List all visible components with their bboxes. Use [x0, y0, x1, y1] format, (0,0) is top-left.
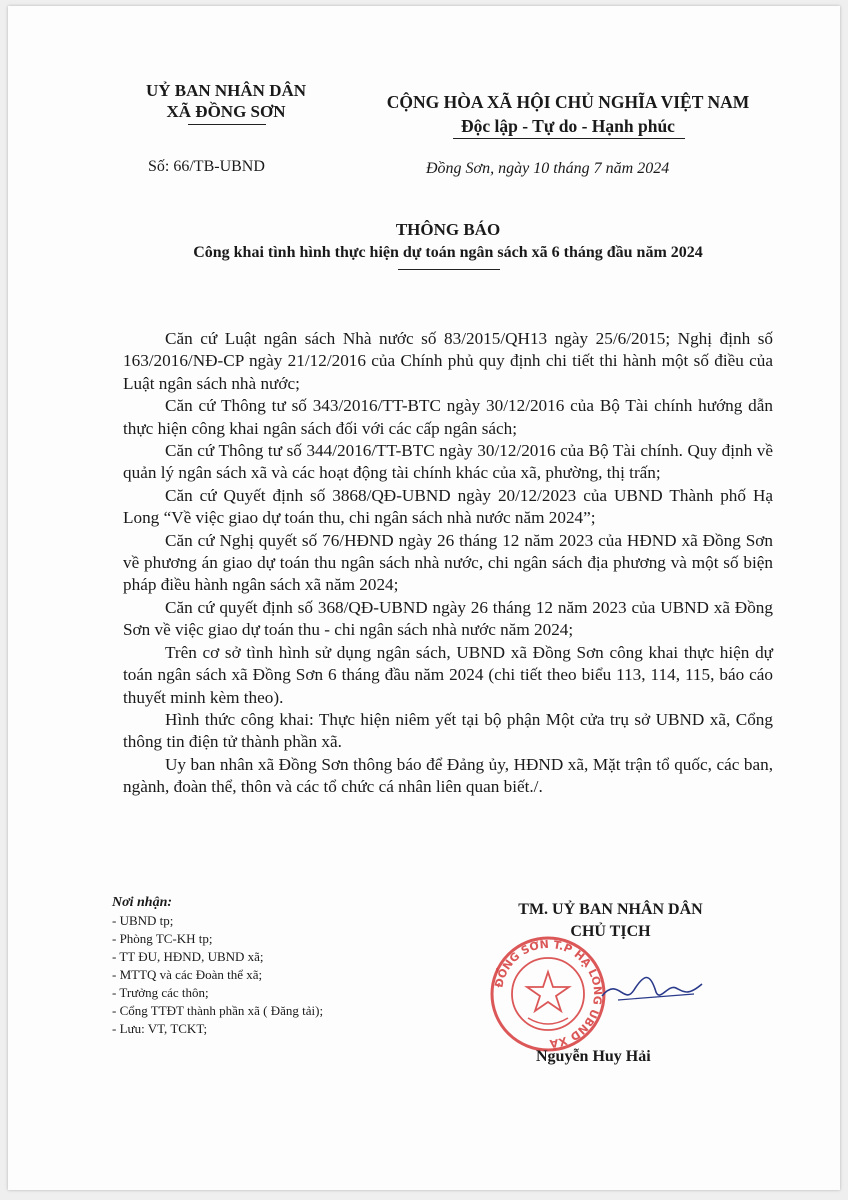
- handwritten-signature-icon: [598, 966, 708, 1012]
- body-paragraph: Hình thức công khai: Thực hiện niêm yết tại bộ phận Một cửa trụ sở UBND xã, Cổng thông tin điện tử thành phần xã.: [123, 709, 773, 752]
- recipients-list: [112, 912, 323, 1038]
- doc-title: THÔNG BÁO: [395, 220, 501, 239]
- title-underline: [398, 269, 500, 270]
- doc-subtitle: Công khai tình hình thực hiện dự toán ngân sách xã 6 tháng đầu năm 2024: [193, 244, 703, 261]
- document-page: [8, 6, 840, 1190]
- seal-text: ĐỒNG SƠN T.P HẠ LONG UBND XÃ: [492, 937, 605, 1051]
- nation-header: [360, 90, 776, 138]
- place-date: Đồng Sơn, ngày 10 tháng 7 năm 2024: [426, 160, 670, 177]
- body-paragraph: Căn cứ Nghị quyết số 76/HĐND ngày 26 tháng 12 năm 2023 của HĐND xã Đồng Sơn về phương án giao dự toán thu ngân sách nhà nước, chi ngân sách địa phương và một số biện pháp điều hành ngân sách xã năm 2024;: [123, 530, 773, 595]
- body-paragraph: Trên cơ sở tình hình sử dụng ngân sách, UBND xã Đồng Sơn công khai thực hiện dự toán ngân sách xã Đồng Sơn 6 tháng đầu năm 2024 (chi tiết theo biểu 113, 114, 115, báo cáo thuyết minh kèm theo).: [123, 642, 773, 707]
- body-paragraph: Căn cứ Quyết định số 3868/QĐ-UBND ngày 20/12/2023 của UBND Thành phố Hạ Long “Về việc giao dự toán thu, chi ngân sách nhà nước năm 2024”;: [123, 485, 773, 528]
- org-line-1: UỶ BAN NHÂN DÂN: [145, 81, 307, 100]
- recipient-item: - Phòng TC-KH tp;: [112, 931, 213, 946]
- body-paragraph: Căn cứ Thông tư số 344/2016/TT-BTC ngày 30/12/2016 của Bộ Tài chính. Quy định về quản lý ngân sách xã và các hoạt động tài chính khác của xã, phường, thị trấn;: [123, 441, 773, 483]
- nation-line-2: Độc lập - Tự do - Hạnh phúc: [461, 116, 675, 136]
- body-paragraph: Căn cứ Luật ngân sách Nhà nước số 83/2015/QH13 ngày 25/6/2015; Nghị định số 163/2016/NĐ-CP ngày 21/12/2016 của Chính phủ quy định chi tiết thi hành một số điều của Luật ngân sách nhà nước;: [123, 329, 773, 393]
- org-underline: [188, 124, 266, 125]
- body-paragraph: Căn cứ quyết định số 368/QĐ-UBND ngày 26 tháng 12 năm 2023 của UBND xã Đồng Sơn về việc giao dự toán thu - chi ngân sách nhà nước năm 2024;: [123, 597, 773, 640]
- nation-line-1: CỘNG HÒA XÃ HỘI CHỦ NGHĨA VIỆT NAM: [386, 92, 750, 112]
- org-line-2: XÃ ĐỒNG SƠN: [166, 102, 286, 121]
- recipient-item: - Lưu: VT, TCKT;: [112, 1021, 208, 1036]
- nation-underline: [453, 138, 685, 139]
- signature-line-1: TM. UỶ BAN NHÂN DÂN: [518, 901, 703, 918]
- red-seal-icon: [488, 934, 608, 1054]
- doc-number: Số: 66/TB-UBND: [148, 158, 265, 175]
- org-header: [126, 80, 326, 122]
- signature-line-2: CHỦ TỊCH: [570, 923, 651, 940]
- recipient-item: - Trưởng các thôn;: [112, 985, 209, 1000]
- signer-name: Nguyễn Huy Hải: [536, 1048, 651, 1065]
- recipients-title: Nơi nhận:: [112, 895, 173, 910]
- recipient-item: - Cổng TTĐT thành phần xã ( Đăng tải);: [112, 1003, 324, 1018]
- recipient-item: - TT ĐU, HĐND, UBND xã;: [112, 949, 264, 964]
- body-text: [123, 328, 773, 799]
- body-paragraph: Căn cứ Thông tư số 343/2016/TT-BTC ngày 30/12/2016 của Bộ Tài chính hướng dẫn thực hiện công khai ngân sách đối với các cấp ngân sách;: [123, 396, 773, 438]
- recipient-item: - MTTQ và các Đoàn thể xã;: [112, 967, 263, 982]
- recipient-item: - UBND tp;: [112, 913, 174, 928]
- recipients-block: [112, 894, 323, 1038]
- body-paragraph: Uy ban nhân xã Đồng Sơn thông báo để Đảng ủy, HĐND xã, Mặt trận tổ quốc, các ban, ngành, đoàn thể, thôn và các tổ chức cá nhân liên quan biết./.: [123, 754, 773, 797]
